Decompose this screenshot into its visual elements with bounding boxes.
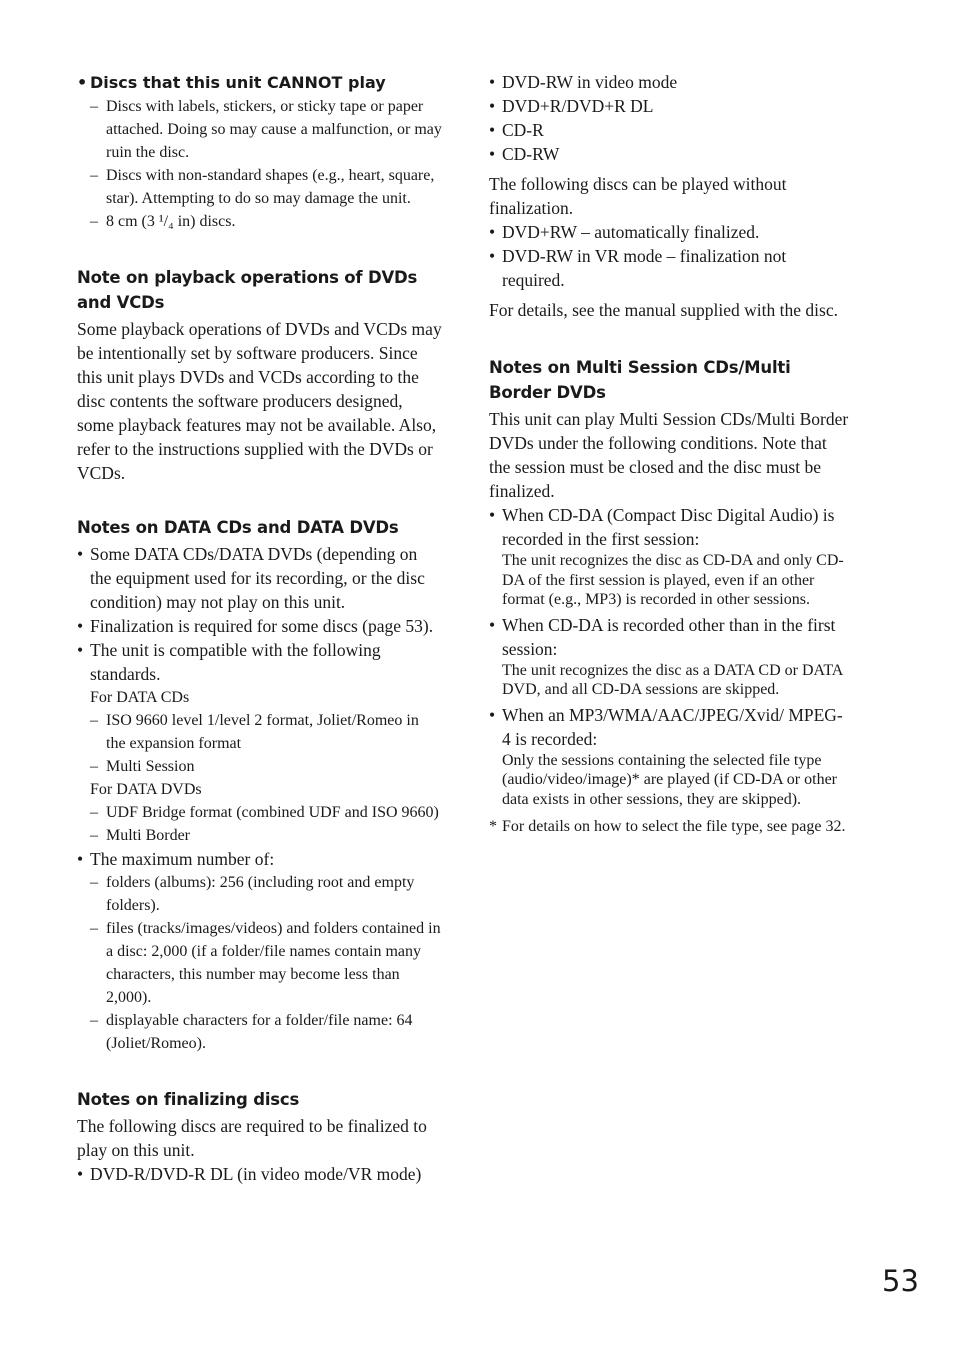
left-column xyxy=(77,70,442,1186)
finalizing-heading: Notes on finalizing discs xyxy=(77,1090,300,1109)
max-item-3: – displayable characters for a folder/file name: 64 (Joliet/Romeo). xyxy=(77,1009,442,1055)
data-dvd-item-2: – Multi Border xyxy=(77,824,442,847)
final-list-item-3: • CD-R xyxy=(489,118,851,142)
data-bullet-2: • Finalization is required for some discs (page 53). xyxy=(77,614,442,638)
final-list-item-2: • DVD+R/DVD+R DL xyxy=(489,94,851,118)
cannot-play-heading: • Discs that this unit CANNOT play xyxy=(77,70,442,95)
no-final-item-1: • DVD+RW – automatically finalized. xyxy=(489,220,851,244)
final-list-item-1: • DVD-RW in video mode xyxy=(489,70,851,94)
data-bullet-1: • Some DATA CDs/DATA DVDs (depending on the equipment used for its recording, or the disc condition) may not play on this unit. xyxy=(77,542,442,614)
data-discs-heading: Notes on DATA CDs and DATA DVDs xyxy=(77,518,399,537)
multi-session-body: This unit can play Multi Session CDs/Multi Border DVDs under the following conditions. Note that the session must be closed and the disc must be finalized. xyxy=(489,409,849,501)
data-cd-item-2: – Multi Session xyxy=(77,755,442,778)
cannot-play-item-3: – 8 cm (3 ¹/₄ in) discs. xyxy=(77,210,442,233)
footnote: * For details on how to select the file type, see page 32. xyxy=(489,815,851,838)
finalizing-body: The following discs are required to be finalized to play on this unit. xyxy=(77,1116,427,1160)
playback-body: Some playback operations of DVDs and VCDs may be intentionally set by software producers. Since this unit plays DVDs and VCDs according to the disc contents the software producers designed, some playback features may not be available. Also, refer to the instructions supplied with the DVDs or VCDs. xyxy=(77,319,442,483)
data-bullet-3: • The unit is compatible with the following standards. xyxy=(77,638,442,686)
data-dvd-item-1: – UDF Bridge format (combined UDF and ISO 9660) xyxy=(77,801,442,824)
for-data-cds-label: For DATA CDs xyxy=(90,689,190,706)
for-data-dvds-label: For DATA DVDs xyxy=(90,781,202,798)
max-item-2: – files (tracks/images/videos) and folders contained in a disc: 2,000 (if a folder/file names contain many characters, this number may become less than 2,000). xyxy=(77,917,442,1009)
data-cd-item-1: – ISO 9660 level 1/level 2 format, Joliet/Romeo in the expansion format xyxy=(77,709,442,755)
condition-1: • When CD-DA (Compact Disc Digital Audio) is recorded in the first session: xyxy=(489,503,851,551)
cannot-play-item-2: – Discs with non-standard shapes (e.g., heart, square, star). Attempting to do so may damage the unit. xyxy=(77,164,442,210)
playback-heading: Note on playback operations of DVDs and VCDs xyxy=(77,268,418,312)
right-column xyxy=(489,70,851,838)
data-bullet-4: • The maximum number of: xyxy=(77,847,442,871)
no-final-item-2: • DVD-RW in VR mode – finalization not required. xyxy=(489,244,851,292)
condition-2-note: The unit recognizes the disc as a DATA CD or DATA DVD, and all CD-DA sessions are skipped. xyxy=(502,661,843,698)
final-list-item-4: • CD-RW xyxy=(489,142,851,166)
condition-2: • When CD-DA is recorded other than in the first session: xyxy=(489,613,851,661)
condition-1-note: The unit recognizes the disc as CD-DA and only CD-DA of the first session is played, even if an other format (e.g., MP3) is recorded in other sessions. xyxy=(502,552,844,608)
max-item-1: – folders (albums): 256 (including root and empty folders). xyxy=(77,871,442,917)
condition-3-note: Only the sessions containing the selected file type (audio/video/image)* are played (if CD-DA or other data exists in other sessions, they are skipped). xyxy=(502,751,837,808)
page-number: 53 xyxy=(882,1264,919,1298)
details-text: For details, see the manual supplied with the disc. xyxy=(489,300,838,320)
without-finalization-text: The following discs can be played without finalization. xyxy=(489,174,787,218)
multi-session-heading: Notes on Multi Session CDs/Multi Border DVDs xyxy=(489,358,791,402)
finalizing-bullet-1: • DVD-R/DVD-R DL (in video mode/VR mode) xyxy=(77,1162,442,1186)
condition-3: • When an MP3/WMA/AAC/JPEG/Xvid/ MPEG-4 is recorded: xyxy=(489,703,851,751)
cannot-play-item-1: – Discs with labels, stickers, or sticky tape or paper attached. Doing so may cause a malfunction, or may ruin the disc. xyxy=(77,95,442,164)
